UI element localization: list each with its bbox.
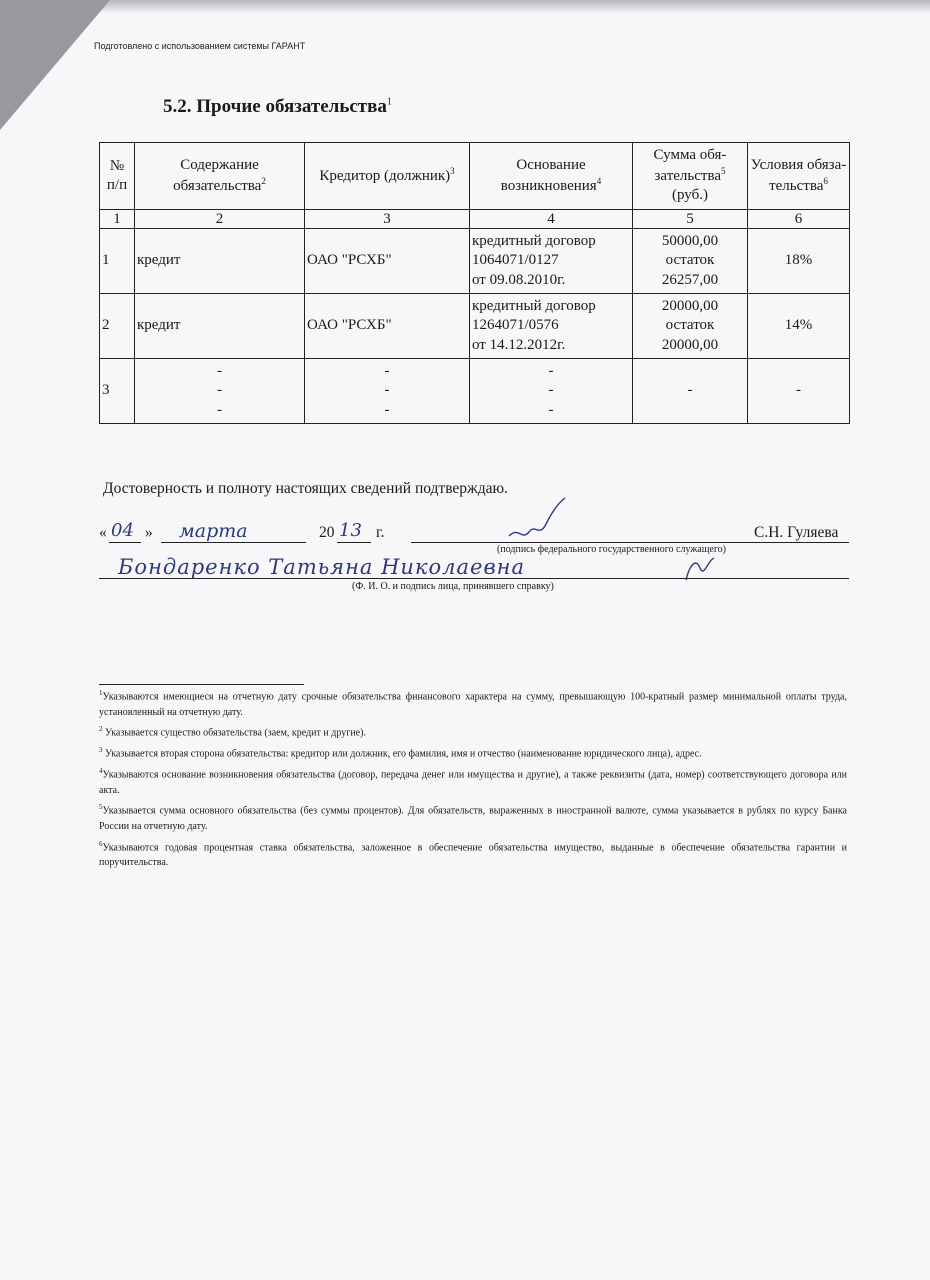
date-day: 04 (111, 520, 134, 541)
row-terms: - (748, 359, 850, 424)
signature-underline (411, 542, 849, 543)
row-num: 1 (100, 229, 135, 294)
receiver-name: Бондаренко Татьяна Николаевна (118, 555, 526, 579)
row-basis: кредитный договор 1064071/0127 от 09.08.2010г. (470, 229, 633, 294)
row-creditor: ОАО "РСХБ" (305, 294, 470, 359)
header-content: Содержание обязательства$^2$ (135, 143, 305, 210)
signature-caption: (подпись федерального государственного служащего) (497, 544, 727, 555)
footnote: $^5$Указывается сумма основного обязательства (без суммы процентов). Для обязательств, выраженных в иностранной валюте, сумма указывается в рублях по курсу Банка России на отчетную дату. (99, 803, 847, 833)
year-suffix: 13 (339, 520, 362, 541)
scan-edge (0, 0, 930, 12)
section-title-text: 5.2. Прочие обязательства (163, 96, 387, 117)
table-row (100, 229, 850, 294)
row-amount: 50000,00 остаток 26257,00 (633, 229, 748, 294)
row-terms: 18% (748, 229, 850, 294)
row-terms: 14% (748, 294, 850, 359)
receiver-caption: (Ф. И. О. и подпись лица, принявшего справку) (352, 581, 554, 592)
confirmation-statement: Достоверность и полноту настоящих сведений подтверждаю. (103, 480, 508, 497)
column-number-row: 1 2 3 4 5 6 (100, 210, 850, 229)
footnote: $^4$Указываются основание возникновения обязательства (договор, передача денег или имущества и другие), а также реквизиты (дата, номер) соответствующего договора или акта. (99, 766, 847, 796)
header-amount: Сумма обя-зательства$^5$ (руб.) (633, 143, 748, 210)
row-num: 2 (100, 294, 135, 359)
row-content: кредит (135, 294, 305, 359)
row-content: - - - (135, 359, 305, 424)
header-basis: Основание возникновения$^4$ (470, 143, 633, 210)
row-basis: - - - (470, 359, 633, 424)
signer-name: С.Н. Гуляева (754, 524, 839, 541)
footnote: $^6$Указываются годовая процентная ставка обязательства, заложенное в обеспечение обязательства имущество, выданные в обеспечение обязательства гарантии и поручительства. (99, 839, 847, 869)
row-creditor: - - - (305, 359, 470, 424)
year-unit: г. (376, 524, 385, 541)
year-prefix: 20 (319, 524, 335, 541)
row-content: кредит (135, 229, 305, 294)
date-signature-line (99, 520, 849, 546)
section-title (163, 96, 392, 118)
row-basis: кредитный договор 1264071/0576 от 14.12.2012г. (470, 294, 633, 359)
footnote: $^2$ Указывается существо обязательства (заем, кредит и другие). (99, 725, 366, 739)
folded-corner (0, 0, 110, 130)
close-quote: » (145, 524, 153, 541)
receiver-underline (99, 578, 849, 579)
source-note: Подготовлено с использованием системы ГАРАНТ (94, 41, 306, 51)
row-creditor: ОАО "РСХБ" (305, 229, 470, 294)
table-row (100, 359, 850, 424)
section-title-note: 1 (386, 96, 392, 108)
date-month: марта (179, 520, 248, 542)
open-quote: « (99, 524, 107, 541)
footnote-divider (99, 684, 304, 685)
row-amount: - (633, 359, 748, 424)
header-terms: Условия обяза-тельства$^6$ (748, 143, 850, 210)
table-row (100, 294, 850, 359)
month-underline (161, 542, 306, 543)
day-underline (109, 542, 141, 543)
footnote: $^3$ Указывается вторая сторона обязательства: кредитор или должник, его фамилия, имя и отчество (наименование юридического лица), адрес. (99, 746, 702, 760)
row-amount: 20000,00 остаток 20000,00 (633, 294, 748, 359)
row-num: 3 (100, 359, 135, 424)
obligations-table (99, 142, 850, 424)
signature-mark (499, 496, 579, 546)
receiver-signature-mark (680, 554, 720, 584)
year-underline (337, 542, 371, 543)
footnote: $^1$Указываются имеющиеся на отчетную дату срочные обязательства финансового характера на сумму, превышающую 100-кратный размер минимальной оплаты труда, установленный на отчетную дату. (99, 689, 847, 718)
header-creditor: Кредитор (должник)$^3$ (305, 143, 470, 210)
footnotes (99, 686, 847, 873)
header-num: № п/п (100, 143, 135, 210)
table-header-row (100, 143, 850, 210)
